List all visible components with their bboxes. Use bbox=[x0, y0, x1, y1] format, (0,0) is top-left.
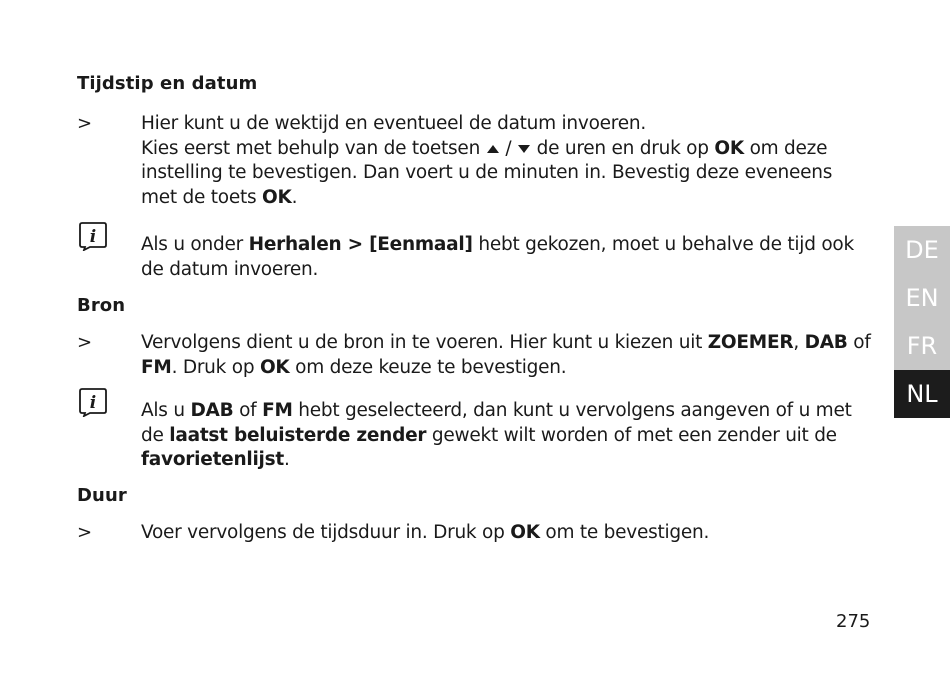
note-text: hebt gekozen, moet u behalve de tijd ook de datum invoeren. bbox=[141, 234, 854, 280]
page-number: 275 bbox=[836, 611, 871, 632]
source-bullet-text: Vervolgens dient u de bron in te voeren. Hier kunt u kiezen uit bbox=[141, 332, 703, 353]
section-heading-duration: Duur bbox=[77, 485, 127, 506]
bullet-marker: > bbox=[77, 332, 93, 353]
time-bullet-text: om deze instelling te bevestigen. Dan voert u de minuten in. Bevestig deze eveneens met de toets bbox=[141, 137, 833, 208]
source-bullet-paragraph bbox=[141, 331, 871, 380]
language-tab-en[interactable]: EN bbox=[894, 274, 950, 322]
svg-text:i: i bbox=[89, 393, 97, 413]
time-bullet-text: de uren en druk op bbox=[536, 137, 709, 159]
time-bullet-separator: / bbox=[505, 137, 512, 159]
svg-text:i: i bbox=[89, 227, 97, 247]
time-bullet-end: . bbox=[291, 186, 298, 208]
ok-key-label: OK bbox=[714, 137, 744, 159]
source-bullet-comma: , bbox=[793, 332, 799, 353]
ok-key-label: OK bbox=[510, 522, 540, 543]
source-option-dab: DAB bbox=[804, 332, 848, 353]
note-end: . bbox=[284, 449, 290, 470]
time-bullet-paragraph bbox=[141, 112, 871, 210]
time-bullet-line1: Hier kunt u de wektijd en eventueel de datum invoeren. bbox=[141, 113, 646, 134]
source-bullet-text: om deze keuze te bevestigen. bbox=[295, 356, 567, 378]
ok-key-label: OK bbox=[259, 356, 290, 378]
note-text: Als u bbox=[141, 400, 185, 421]
info-icon bbox=[78, 221, 108, 251]
note-text: Als u onder bbox=[141, 234, 243, 255]
section-heading-source: Bron bbox=[77, 295, 126, 316]
language-tab-nl[interactable]: NL bbox=[894, 370, 950, 418]
source-note-paragraph bbox=[141, 399, 871, 473]
duration-bullet-text: Voer vervolgens de tijdsduur in. Druk op bbox=[141, 522, 505, 543]
note-bold-text: FM bbox=[262, 400, 293, 421]
language-tab-fr[interactable]: FR bbox=[894, 322, 950, 370]
bullet-marker: > bbox=[77, 522, 93, 543]
duration-bullet-text: om te bevestigen. bbox=[545, 522, 710, 543]
time-bullet-text: Kies eerst met behulp van de toetsen bbox=[141, 137, 481, 159]
duration-bullet-paragraph bbox=[141, 521, 871, 546]
source-bullet-text: of bbox=[853, 332, 871, 353]
time-note-paragraph bbox=[141, 233, 871, 282]
note-text: gewekt wilt worden of met een zender uit de bbox=[431, 424, 837, 446]
note-bold-text: DAB bbox=[190, 400, 234, 421]
source-option-fm: FM bbox=[141, 356, 172, 378]
note-bold-text: favorietenlijst bbox=[141, 449, 285, 470]
section-heading-time: Tijdstip en datum bbox=[77, 73, 258, 94]
ok-key-label: OK bbox=[262, 186, 292, 208]
arrow-down-icon bbox=[517, 144, 531, 154]
note-text: hebt geselecteerd, dan kunt u vervolgens aangeven of u met de bbox=[141, 400, 852, 446]
note-bold-text: Herhalen > [Eenmaal] bbox=[248, 234, 473, 255]
info-icon bbox=[78, 387, 108, 417]
note-text: of bbox=[239, 400, 257, 421]
note-bold-text: laatst beluisterde zender bbox=[169, 424, 427, 446]
bullet-marker: > bbox=[77, 113, 93, 134]
language-tab-de[interactable]: DE bbox=[894, 226, 950, 274]
arrow-up-icon bbox=[486, 144, 500, 154]
source-bullet-text: . Druk op bbox=[171, 356, 255, 378]
source-option-zoemer: ZOEMER bbox=[707, 332, 794, 353]
